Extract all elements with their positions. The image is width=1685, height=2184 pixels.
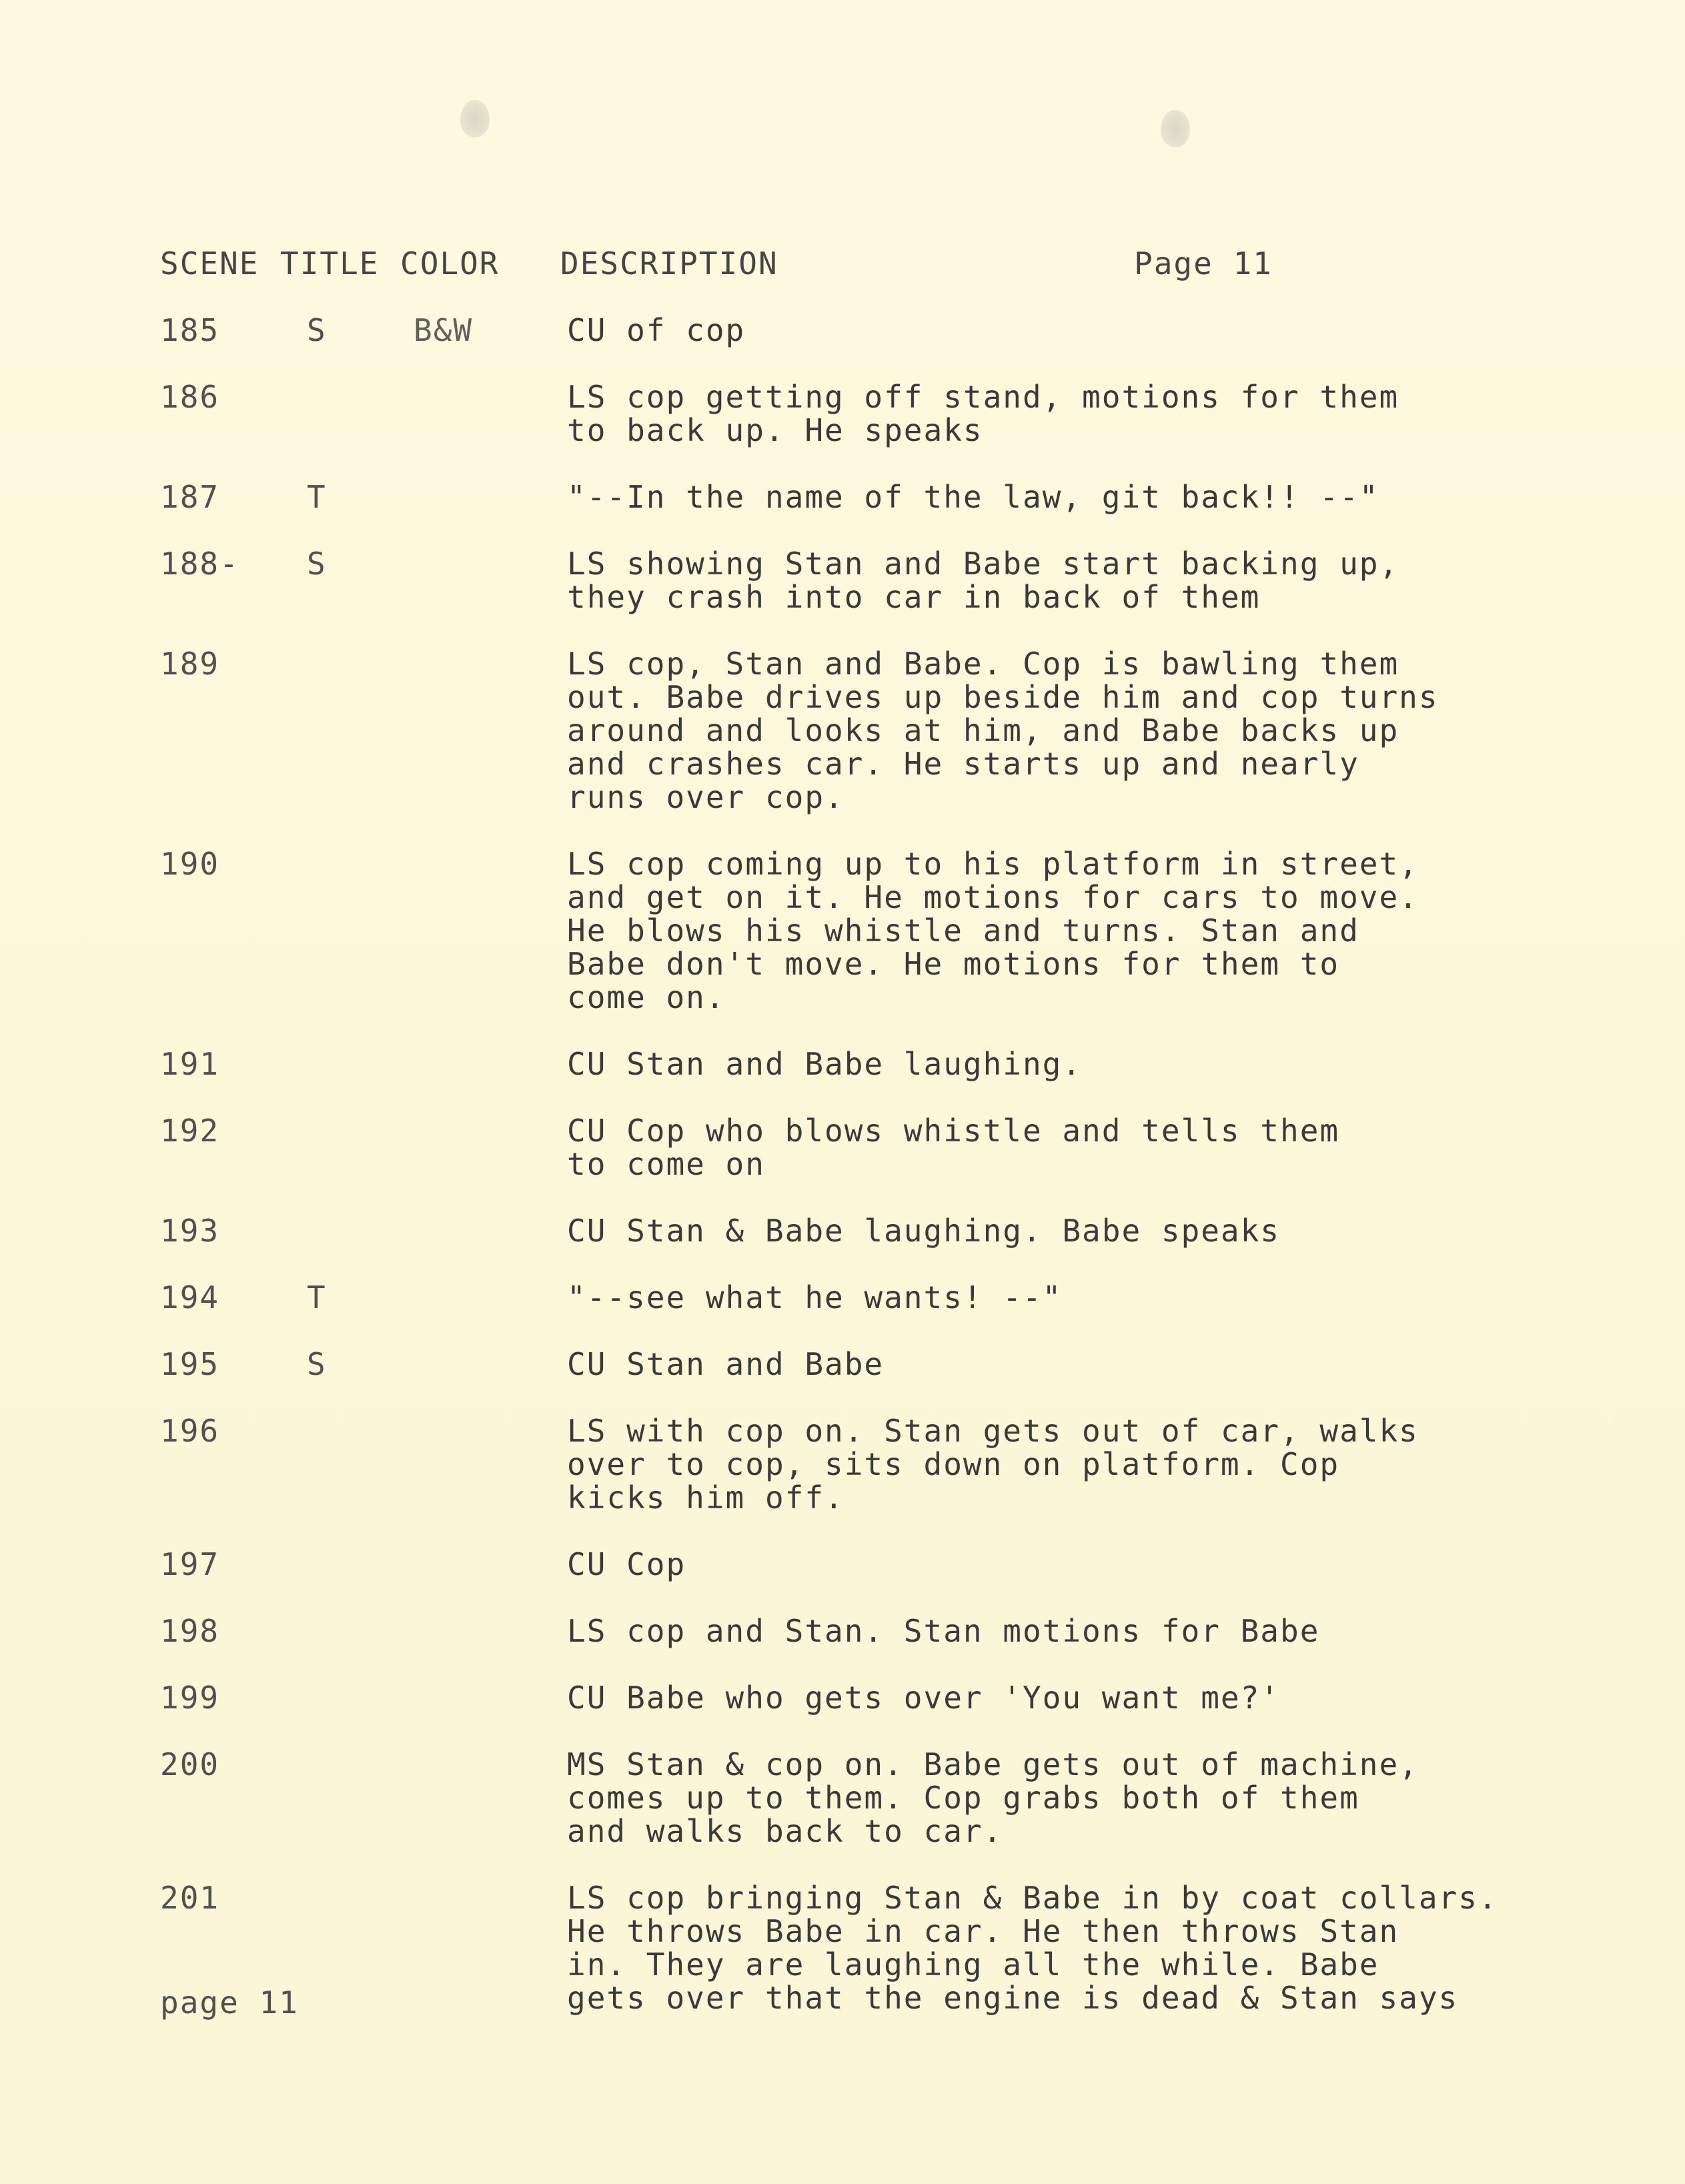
scene-row — [160, 1748, 1521, 1848]
scene-title: T — [307, 479, 327, 515]
scene-number: 195 — [160, 1346, 220, 1382]
scene-row — [160, 1681, 1521, 1714]
scene-row — [160, 314, 1521, 347]
scene-description: CU Stan and Babe — [567, 1346, 885, 1382]
scene-number: 185 — [160, 312, 220, 348]
scene-row — [160, 647, 1521, 814]
scene-number: 196 — [160, 1413, 220, 1449]
scene-description: LS cop, Stan and Babe. Cop is bawling them out. Babe drives up beside him and cop turns around and looks at him, and Babe backs up and crashes car. He starts up and nearly runs over cop. — [567, 646, 1439, 815]
scene-description: CU Stan & Babe laughing. Babe speaks — [567, 1213, 1280, 1249]
punch-hole-left — [460, 100, 490, 137]
scene-number: 198 — [160, 1613, 220, 1649]
column-header — [160, 247, 1521, 287]
scene-number: 192 — [160, 1113, 220, 1149]
scene-row — [160, 1214, 1521, 1247]
scene-description: CU Babe who gets over 'You want me?' — [567, 1680, 1280, 1716]
header-page-number: Page 11 — [1134, 245, 1273, 282]
scene-row — [160, 380, 1521, 447]
scene-number: 197 — [160, 1546, 220, 1582]
scene-description: LS with cop on. Stan gets out of car, walks over to cop, sits down on platform. Cop kicks him off. — [567, 1413, 1419, 1516]
scene-number: 186 — [160, 379, 220, 415]
scene-number: 189 — [160, 646, 220, 682]
scene-description: CU Cop — [567, 1546, 686, 1582]
scene-description: LS cop getting off stand, motions for them to back up. He speaks — [567, 379, 1399, 448]
scene-description: CU Cop who blows whistle and tells them to come on — [567, 1113, 1340, 1182]
scene-row — [160, 1614, 1521, 1648]
scene-row — [160, 1347, 1521, 1381]
punch-hole-right — [1161, 110, 1190, 147]
scene-description: "--see what he wants! --" — [567, 1279, 1063, 1315]
scene-number: 201 — [160, 1880, 220, 1916]
scene-row — [160, 1548, 1521, 1581]
scene-number: 190 — [160, 846, 220, 882]
scene-number: 200 — [160, 1746, 220, 1782]
scene-color: B&W — [414, 312, 474, 348]
scene-title: S — [307, 1346, 327, 1382]
footer-page-label: page 11 — [160, 1985, 299, 2021]
scene-description: LS cop bringing Stan & Babe in by coat collars. He throws Babe in car. He then throws Stan in. They are laughing all the while. Babe gets over that the engine is dead & Stan says — [567, 1880, 1498, 2016]
scene-title: S — [307, 546, 327, 582]
scene-row — [160, 480, 1521, 514]
header-title: TITLE — [280, 245, 380, 282]
scene-row — [160, 1281, 1521, 1314]
scene-number: 199 — [160, 1680, 220, 1716]
scene-description: LS cop coming up to his platform in street, and get on it. He motions for cars to move. He blows his whistle and turns. Stan and Babe don't move. He motions for them to come on. — [567, 846, 1419, 1015]
scene-description: CU Stan and Babe laughing. — [567, 1046, 1083, 1082]
scene-row — [160, 847, 1521, 1014]
scene-description: MS Stan & cop on. Babe gets out of machine, comes up to them. Cop grabs both of them and walks back to car. — [567, 1746, 1419, 1849]
scene-row — [160, 1881, 1521, 2015]
scene-description: LS showing Stan and Babe start backing up, they crash into car in back of them — [567, 546, 1399, 615]
script-sheet — [160, 247, 1521, 2048]
scene-number: 191 — [160, 1046, 220, 1082]
scene-description: "--In the name of the law, git back!! --" — [567, 479, 1379, 515]
scene-number: 187 — [160, 479, 220, 515]
header-color: COLOR — [400, 245, 500, 282]
scene-title: T — [307, 1279, 327, 1315]
scene-row — [160, 1114, 1521, 1181]
scene-description: LS cop and Stan. Stan motions for Babe — [567, 1613, 1320, 1649]
scene-number: 188- — [160, 546, 239, 582]
header-scene: SCENE — [160, 245, 259, 282]
scene-title: S — [307, 312, 327, 348]
scene-description: CU of cop — [567, 312, 746, 348]
scene-number: 193 — [160, 1213, 220, 1249]
header-description: DESCRIPTION — [560, 245, 778, 282]
scene-row — [160, 1047, 1521, 1081]
scene-row — [160, 547, 1521, 614]
scene-number: 194 — [160, 1279, 220, 1315]
scene-row — [160, 1414, 1521, 1514]
